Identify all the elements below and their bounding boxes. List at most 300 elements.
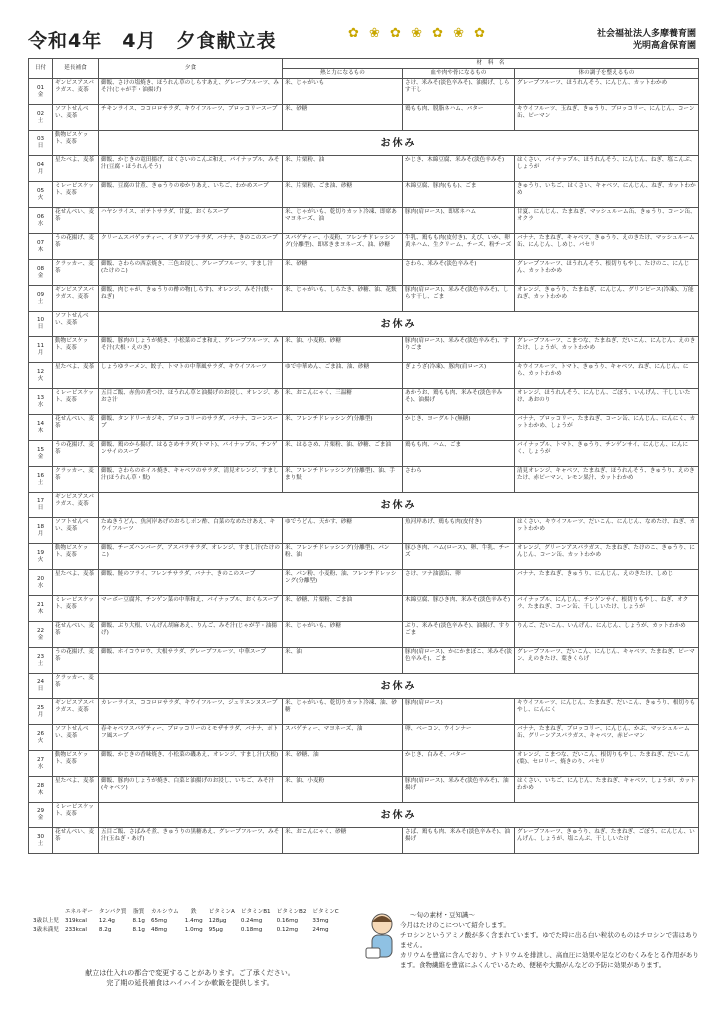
green-group-cell: パイナップル、トマト、きゅうり、チンゲンサイ、にんじん、にんにく、しょうが	[515, 441, 699, 467]
red-group-cell: 米、フレンチドレッシング(分離型)、パン粉、油	[283, 544, 403, 570]
date-cell	[29, 312, 53, 337]
snack-cell: 星たべよ、麦茶	[53, 777, 99, 803]
green-group-cell: はくさい、パイナップル、ほうれんそう、にんじん、ねぎ、塩こんぶ、しょうが	[515, 156, 699, 182]
dinner-cell: クリームスパゲッティー、イタリアンサラダ、バナナ、きのこのスープ	[99, 234, 283, 260]
weekday: 月	[37, 168, 44, 175]
yellow-group-cell: 鶏もも肉、脱脂ネハム、バター	[403, 105, 515, 131]
weekday: 月	[37, 711, 44, 718]
table-row	[29, 131, 699, 156]
date-cell	[29, 828, 53, 854]
table-row	[29, 596, 699, 622]
weekday: 水	[37, 401, 44, 408]
weekday: 火	[37, 375, 44, 382]
dinner-cell: 御飯、豆腐の甘煮、きゅうりのゆかりあえ、いちご、わかめスープ	[99, 182, 283, 208]
red-group-cell: 米、油、小麦粉	[283, 777, 403, 803]
red-group-cell: ゆでうどん、天かす、砂糖	[283, 518, 403, 544]
table-row	[29, 156, 699, 182]
table-row	[29, 777, 699, 803]
yellow-group-cell: さけ、米みそ(淡色辛みそ)、油揚げ、しらす干し	[403, 79, 515, 105]
table-row	[29, 674, 699, 699]
date-cell	[29, 389, 53, 415]
date-number: 26	[36, 730, 45, 737]
org-line2: 光明高倉保育園	[632, 41, 696, 51]
green-group-cell: はくさい、キウイフルーツ、だいこん、にんじん、なめたけ、ねぎ、カットわかめ	[515, 518, 699, 544]
snack-cell: うの花揚げ、麦茶	[53, 234, 99, 260]
green-group-cell: りんご、だいこん、いんげん、にんじん、しょうが、カットわかめ	[515, 622, 699, 648]
date-cell	[29, 518, 53, 544]
date-cell	[29, 699, 53, 725]
table-row	[29, 725, 699, 751]
weekday: 火	[37, 194, 44, 201]
table-row	[29, 208, 699, 234]
weekday: 日	[37, 143, 44, 149]
date-cell	[29, 803, 53, 828]
weekday: 火	[37, 737, 44, 744]
table-row	[29, 803, 699, 828]
snack-cell: 動物ビスケット、麦茶	[53, 544, 99, 570]
weekday: 土	[37, 298, 44, 305]
header-dinner: 夕食	[99, 59, 283, 79]
date-cell	[29, 286, 53, 312]
nutrition-value: 0.18mg	[240, 927, 263, 933]
dinner-cell: 御飯、肉じゃが、きゅうりの酢の物(しらす)、オレンジ、みそ汁(麩・ねぎ)	[99, 286, 283, 312]
dinner-cell: 五目ご飯、さばみそ煮、きゅうりの黒糖あえ、グレープフルーツ、みそ汁(玉ねぎ・あげ)	[99, 828, 283, 854]
weekday: 金	[37, 453, 44, 460]
snack-cell: ソフトせんべい、麦茶	[53, 105, 99, 131]
snack-cell: ミレービスケット、麦茶	[53, 803, 99, 828]
date-cell	[29, 725, 53, 751]
snack-cell: ミレービスケット、麦茶	[53, 182, 99, 208]
weekday: 月	[37, 530, 44, 537]
red-group-cell: 米、フレンチドレッシング(分離型)、油、手まり麩	[283, 467, 403, 493]
dinner-cell: ハヤシライス、ポテトサラダ、甘夏、おくらスープ	[99, 208, 283, 234]
dinner-cell: 春キャベツスパゲティー、ブロッコリーのミモザサラダ、バナナ、ポトフ風スープ	[99, 725, 283, 751]
nutrition-value: 0.12mg	[276, 927, 299, 933]
yellow-group-cell: さわら	[403, 467, 515, 493]
snack-cell: 星たべよ、麦茶	[53, 570, 99, 596]
table-row	[29, 622, 699, 648]
dinner-cell: 御飯、さけの塩焼き、ほうれん草のしらすあえ、グレープフルーツ、みそ汁(じゃが芋・油揚げ)	[99, 79, 283, 105]
yellow-group-cell: ぎょうざ(冷凍)、豚肉(肩ロース)	[403, 363, 515, 389]
nutrition-value: 8.1g	[132, 927, 145, 933]
red-group-cell: 米、はるさめ、片栗粉、油、砂糖、ごま油	[283, 441, 403, 467]
weekday: 土	[37, 840, 44, 847]
table-row	[29, 493, 699, 518]
date-cell	[29, 363, 53, 389]
snack-cell: うの花揚げ、麦茶	[53, 441, 99, 467]
dinner-cell: 御飯、ホイコウロウ、大根サラダ、グレープフルーツ、中華スープ	[99, 648, 283, 674]
date-number: 18	[36, 523, 45, 530]
date-number: 29	[36, 808, 45, 814]
nutrition-value: 0.24mg	[240, 918, 263, 924]
date-number: 05	[36, 187, 45, 194]
weekday: 木	[37, 427, 44, 434]
yellow-group-cell: 鶏もも肉、ハム、ごま	[403, 441, 515, 467]
snack-cell: ギンビスアスパラガス、麦茶	[53, 286, 99, 312]
green-group-cell: はくさい、いちご、にんじん、たまねぎ、キャベツ、しょうが、カットわかめ	[515, 777, 699, 803]
holiday-cell: お休み	[99, 674, 699, 699]
green-group-cell: オレンジ、ほうれんそう、にんじん、ごぼう、いんげん、干ししいたけ、あおのり	[515, 389, 699, 415]
weekday: 水	[37, 582, 44, 589]
nutrition-value: 319kcal	[64, 918, 87, 924]
snack-cell: ソフトせんべい、麦茶	[53, 725, 99, 751]
green-group-cell: オレンジ、こまつな、だいこん、根切りもやし、たまねぎ、だいこん(葉)、セロリー、焼きのり、パセリ	[515, 751, 699, 777]
flower-decoration-icon: ✿ ❀ ✿ ❀ ✿ ❀ ✿	[348, 26, 489, 41]
date-number: 02	[36, 110, 45, 117]
table-row	[29, 751, 699, 777]
notice-line1: 献立は仕入れの都合で変更することがあります。ご了承ください。	[85, 969, 295, 977]
child-illustration-icon	[360, 910, 404, 966]
header-red: 熱と力になるもの	[283, 69, 403, 79]
yellow-group-cell: 豚肉(肩ロース)、かにかまぼこ、米みそ(淡色辛みそ)、ごま	[403, 648, 515, 674]
green-group-cell: グレープフルーツ、ほうれんそう、根切りもやし、たけのこ、にんじん、カットわかめ	[515, 260, 699, 286]
date-cell	[29, 234, 53, 260]
snack-cell: 動物ビスケット、麦茶	[53, 337, 99, 363]
dinner-cell: 御飯、豚肉のしょうが焼き、白菜と油揚げのお浸し、いちご、みそ汁(キャベツ)	[99, 777, 283, 803]
nutrition-value: 24mg	[312, 927, 329, 933]
red-group-cell: 米、じゃがいも、乾切りカット冷凍、即席あマヨネーズ、油	[283, 208, 403, 234]
date-cell	[29, 622, 53, 648]
date-number: 08	[36, 265, 45, 272]
nutrition-header: カルシウム	[150, 909, 179, 915]
table-row	[29, 260, 699, 286]
nutrition-value: 33mg	[312, 918, 329, 924]
yellow-group-cell: 豚肉(肩ロース)	[403, 699, 515, 725]
date-cell	[29, 156, 53, 182]
date-number: 28	[36, 782, 45, 789]
nutrition-value: 8.2g	[98, 927, 112, 933]
date-number: 17	[36, 498, 45, 504]
date-number: 24	[36, 679, 45, 685]
date-cell	[29, 105, 53, 131]
yellow-group-cell: 豚肉(肩ロース)、米みそ(淡色辛みそ)、油揚げ	[403, 777, 515, 803]
snack-cell: ギンビスアスパラガス、麦茶	[53, 493, 99, 518]
table-row	[29, 389, 699, 415]
nutrition-value: 48mg	[150, 927, 168, 933]
table-row	[29, 182, 699, 208]
red-group-cell: スパゲティー、小麦粉、フレンチドレッシング(分離型)、即席きまヨネーズ、油、砂糖	[283, 234, 403, 260]
nutrition-corner	[30, 908, 62, 917]
date-number: 09	[36, 291, 45, 298]
date-number: 27	[36, 756, 45, 763]
date-number: 15	[36, 446, 45, 453]
dinner-cell: しょうゆラーメン、餃子、トマトの中華風サラダ、キウイフルーツ	[99, 363, 283, 389]
green-group-cell: 清見オレンジ、キャベツ、たまねぎ、ほうれんそう、きゅうり、えのきたけ、赤ピーマン、レモン果汁、カットわかめ	[515, 467, 699, 493]
green-group-cell: グレープフルーツ、だいこん、にんじん、キャベツ、たまねぎ、ピーマン、えのきたけ、葉きくらげ	[515, 648, 699, 674]
nutrition-header: エネルギー	[64, 909, 93, 915]
table-row	[29, 648, 699, 674]
red-group-cell: 米、油、小麦粉、砂糖	[283, 337, 403, 363]
weekday: 金	[37, 272, 44, 279]
dinner-cell: チキンライス、ココロロサラダ、キウイフルーツ、ブロッコリースープ	[99, 105, 283, 131]
column-line: 今月はたけのこについて紹介します。	[400, 921, 510, 929]
date-cell	[29, 648, 53, 674]
nutrition-row	[30, 926, 342, 935]
red-group-cell: 米、砂糖、油	[283, 751, 403, 777]
nutrition-summary	[30, 908, 342, 935]
red-group-cell: 米、じゃがいも、砂糖	[283, 622, 403, 648]
snack-cell: ミレービスケット、麦茶	[53, 596, 99, 622]
green-group-cell: パイナップル、にんじん、チンゲンサイ、根切りもやし、ねぎ、オクラ、たまねぎ、コーン缶、干ししいたけ、しょうが	[515, 596, 699, 622]
date-number: 22	[36, 627, 45, 634]
weekday: 金	[37, 815, 44, 821]
yellow-group-cell: 木綿豆腐、豚ひき肉、米みそ(淡色辛みそ)	[403, 596, 515, 622]
nutrition-label: 3歳未満児	[33, 927, 59, 933]
nutrition-value: 1.0mg	[184, 927, 203, 933]
date-number: 07	[36, 239, 45, 246]
nutrition-value: 95μg	[208, 927, 223, 933]
holiday-cell: お休み	[99, 493, 699, 518]
yellow-group-cell: かじき、木綿豆腐、米みそ(淡色辛みそ)	[403, 156, 515, 182]
table-row	[29, 467, 699, 493]
green-group-cell: オレンジ、グリーンアスパラガス、たまねぎ、たけのこ、きゅうり、にんじん、コーン缶、カットわかめ	[515, 544, 699, 570]
dinner-cell: 御飯、かじきの香味焼き、小松菜の磯あえ、オレンジ、すまし汁(大根)	[99, 751, 283, 777]
nutrition-header: 脂質	[133, 909, 145, 915]
weekday: 水	[37, 220, 44, 227]
date-cell	[29, 260, 53, 286]
nutrition-value: 0.16mg	[276, 918, 299, 924]
table-row	[29, 337, 699, 363]
header-snack: 延長補食	[53, 59, 99, 79]
date-number: 10	[36, 317, 45, 323]
red-group-cell: 米、砂糖	[283, 105, 403, 131]
green-group-cell: オレンジ、きゅうり、たまねぎ、にんじん、グリンピース(冷凍)、万能ねぎ、カットわかめ	[515, 286, 699, 312]
nutrition-value: 8.1g	[132, 918, 145, 924]
table-row	[29, 828, 699, 854]
date-number: 19	[36, 549, 45, 556]
date-number: 13	[36, 394, 45, 401]
red-group-cell: 米、砂糖、片栗粉、ごま油	[283, 596, 403, 622]
holiday-cell: お休み	[99, 131, 699, 156]
dinner-cell: 御飯、鮭のフライ、フレンチサラダ、バナナ、きのこのスープ	[99, 570, 283, 596]
weekday: 木	[37, 608, 44, 615]
snack-cell: ソフトせんべい、麦茶	[53, 312, 99, 337]
snack-cell: 花せんべい、麦茶	[53, 415, 99, 441]
notice	[40, 968, 340, 988]
date-cell	[29, 337, 53, 363]
snack-cell: ミレービスケット、麦茶	[53, 389, 99, 415]
red-group-cell: ゆで中華めん、ごま油、油、砂糖	[283, 363, 403, 389]
date-cell	[29, 182, 53, 208]
snack-cell: 花せんべい、麦茶	[53, 828, 99, 854]
holiday-cell: お休み	[99, 803, 699, 828]
menu-table	[28, 58, 699, 854]
nutrition-row	[30, 917, 342, 926]
date-number: 03	[36, 136, 45, 142]
org-line1: 社会福祉法人多摩養育園	[596, 29, 696, 39]
yellow-group-cell: かじき、白みそ、バター	[403, 751, 515, 777]
date-number: 06	[36, 213, 45, 220]
nutrition-value: 65mg	[150, 918, 168, 924]
table-row	[29, 415, 699, 441]
notice-line2: 完了期の延長補食はハイハインか軟飯を提供します。	[106, 979, 274, 987]
weekday: 金	[37, 91, 44, 98]
red-group-cell: 米、油	[283, 648, 403, 674]
yellow-group-cell: ぶり、米みそ(淡色辛みそ)、油揚げ、すりごま	[403, 622, 515, 648]
date-cell	[29, 570, 53, 596]
weekday: 日	[37, 686, 44, 692]
holiday-cell: お休み	[99, 312, 699, 337]
snack-cell: 星たべよ、麦茶	[53, 363, 99, 389]
weekday: 火	[37, 556, 44, 563]
red-group-cell: スパゲティー、マヨネーズ、油	[283, 725, 403, 751]
nutrition-header: 鉄	[190, 909, 197, 915]
date-cell	[29, 674, 53, 699]
yellow-group-cell: さけ、ツナ油漬缶、卵	[403, 570, 515, 596]
dinner-cell: 御飯、鶏のから揚げ、はるさめサラダ(トマト)、パイナップル、チンゲンサイのスープ	[99, 441, 283, 467]
header-date: 日付	[29, 59, 53, 79]
nutrition-header: ビタミンC	[312, 909, 339, 915]
dinner-cell: 五目ご飯、赤魚の煮つけ、ほうれん草と油揚げのお浸し、オレンジ、あおさ汁	[99, 389, 283, 415]
red-group-cell: 米、じゃがいも、乾切りカット冷凍、油、砂糖	[283, 699, 403, 725]
snack-cell: 動物ビスケット、麦茶	[53, 131, 99, 156]
snack-cell: ギンビスアスパラガス、麦茶	[53, 699, 99, 725]
date-cell	[29, 751, 53, 777]
dinner-cell: 御飯、かじきの竜田揚げ、はくさいのこんぶ和え、パイナップル、みそ汁(豆腐・ほうれんそう)	[99, 156, 283, 182]
snack-cell: ギンビスアスパラガス、麦茶	[53, 79, 99, 105]
date-cell	[29, 596, 53, 622]
column-line: チロシンというアミノ酸が多く含まれています。ゆでた時に出る白い粒状のものはチロシンで害はありません。	[400, 931, 699, 949]
date-number: 25	[36, 704, 45, 711]
page-title: 令和4年 4月 夕食献立表	[28, 30, 277, 52]
snack-cell: うの花揚げ、麦茶	[53, 648, 99, 674]
red-group-cell: 米、おこんにゃく、三温糖	[283, 389, 403, 415]
dinner-cell: 御飯、豚肉のしょうが焼き、小松菜のごま和え、グレープフルーツ、みそ汁(大根・えのき)	[99, 337, 283, 363]
date-number: 01	[36, 84, 45, 91]
date-number: 11	[36, 342, 45, 349]
yellow-group-cell: 豚ひき肉、ハム(ロース)、卵、牛乳、チーズ	[403, 544, 515, 570]
table-row	[29, 79, 699, 105]
nutrition-header: ビタミンA	[208, 909, 235, 915]
date-cell	[29, 415, 53, 441]
green-group-cell: グレープフルーツ、ほうれんそう、にんじん、カットわかめ	[515, 79, 699, 105]
nutrition-header: タンパク質	[98, 909, 127, 915]
nutrition-header: ビタミンB2	[276, 909, 307, 915]
yellow-group-cell: さわら、米みそ(淡色辛みそ)	[403, 260, 515, 286]
table-row	[29, 363, 699, 389]
green-group-cell: バナナ、ブロッコリー、たまねぎ、コーン缶、にんじん、にんにく、カットわかめ、しょうが	[515, 415, 699, 441]
table-row	[29, 234, 699, 260]
dinner-cell: 御飯、タンドリーカジキ、ブロッコリーのサラダ、バナナ、コーンスープ	[99, 415, 283, 441]
green-group-cell: バナナ、たまねぎ、ブロッコリー、にんじん、かぶ、マッシュルーム缶、グリーンアスパラガス、キャベツ、赤ピーマン	[515, 725, 699, 751]
snack-cell: 花せんべい、麦茶	[53, 208, 99, 234]
date-cell	[29, 544, 53, 570]
green-group-cell: グレープフルーツ、きゅうり、ねぎ、たまねぎ、ごぼう、にんじん、いんげん、しょうが、塩こんぶ、干ししいたけ	[515, 828, 699, 854]
nutrition-value: 233kcal	[64, 927, 87, 933]
red-group-cell: 米、片栗粉、ごま油、砂糖	[283, 182, 403, 208]
date-cell	[29, 467, 53, 493]
snack-cell: クラッカー、麦茶	[53, 467, 99, 493]
weekday: 土	[37, 117, 44, 124]
nutrition-value: 12.4g	[98, 918, 115, 924]
dinner-cell: 御飯、ぶり大根、いんげん胡麻あえ、りんご、みそ汁(じゃが芋・油揚げ)	[99, 622, 283, 648]
dinner-cell: マーボー豆腐丼、チンゲン菜の中華和え、パイナップル、おくらスープ	[99, 596, 283, 622]
dinner-cell: たぬきうどん、魚河岸あげのおろしポン酢、白菜のなめたけあえ、キウイフルーツ	[99, 518, 283, 544]
red-group-cell: 米、片栗粉、油	[283, 156, 403, 182]
yellow-group-cell: 豚肉(肩ロース)、米みそ(淡色辛みそ)、すりごま	[403, 337, 515, 363]
weekday: 木	[37, 246, 44, 253]
header-yellow: 血や肉や骨になるもの	[403, 69, 515, 79]
date-number: 21	[36, 601, 45, 608]
weekday: 水	[37, 763, 44, 770]
header-ingredients: 材 料 名	[283, 59, 699, 69]
nutrition-header: ビタミンB1	[240, 909, 271, 915]
green-group-cell: キウイフルーツ、にんじん、たまねぎ、だいこん、きゅうり、根切りもやし、にんにく	[515, 699, 699, 725]
weekday: 日	[37, 324, 44, 330]
yellow-group-cell: 魚河岸あげ、鶏もも肉(皮付き)	[403, 518, 515, 544]
red-group-cell: 米、おこんにゃく、砂糖	[283, 828, 403, 854]
yellow-group-cell: 豚肉(肩ロース)、米みそ(淡色辛みそ)、しらす干し、ごま	[403, 286, 515, 312]
date-cell	[29, 493, 53, 518]
snack-cell: ソフトせんべい、麦茶	[53, 518, 99, 544]
red-group-cell: 米、じゃがいも、しらたき、砂糖、油、花麩	[283, 286, 403, 312]
weekday: 日	[37, 505, 44, 511]
date-cell	[29, 441, 53, 467]
red-group-cell: 米、パン粉、小麦粉、油、フレンチドレッシング(分離型)	[283, 570, 403, 596]
yellow-group-cell: 豚肉(肩ロース)、即席ネハム	[403, 208, 515, 234]
date-number: 12	[36, 368, 45, 375]
date-number: 23	[36, 653, 45, 660]
date-number: 16	[36, 472, 45, 479]
table-row	[29, 570, 699, 596]
nutrition-label: 3歳以上児	[33, 918, 59, 924]
date-cell	[29, 79, 53, 105]
table-row	[29, 544, 699, 570]
nutrition-value: 1.4mg	[184, 918, 203, 924]
snack-cell: クラッカー、麦茶	[53, 674, 99, 699]
yellow-group-cell: あかうお、鶏もも肉、米みそ(淡色辛みそ)、油揚げ	[403, 389, 515, 415]
table-row	[29, 441, 699, 467]
column-line: カリウムを豊富に含んでおり、ナトリウムを排泄し、高血圧に効果や足などのむくみをとる作用があります。食物繊維を豊富にふくんでいるため、便秘や大腸がんなどの予防に効果があります。	[400, 951, 699, 969]
weekday: 月	[37, 349, 44, 356]
yellow-group-cell: かじき、ヨーグルト(無糖)	[403, 415, 515, 441]
green-group-cell: バナナ、たまねぎ、きゅうり、にんじん、えのきたけ、しめじ	[515, 570, 699, 596]
date-number: 14	[36, 420, 45, 427]
snack-cell: 星たべよ、麦茶	[53, 156, 99, 182]
date-number: 30	[36, 833, 45, 840]
nutrition-value: 128μg	[208, 918, 227, 924]
seasonal-column	[400, 910, 700, 970]
date-cell	[29, 208, 53, 234]
date-number: 20	[36, 575, 45, 582]
green-group-cell: 甘夏、にんじん、たまねぎ、マッシュルーム缶、きゅうり、コーン缶、オクラ	[515, 208, 699, 234]
green-group-cell: キウイフルーツ、トマト、きゅうり、キャベツ、ねぎ、にんじん、にら、カットわかめ	[515, 363, 699, 389]
yellow-group-cell: さば、鶏もも肉、米みそ(淡色辛みそ)、油揚げ	[403, 828, 515, 854]
date-cell	[29, 131, 53, 156]
date-cell	[29, 777, 53, 803]
column-title: ～旬の素材・豆知識～	[410, 911, 475, 919]
table-row	[29, 105, 699, 131]
dinner-cell: 御飯、チーズハンバーグ、アスパラサラダ、オレンジ、すまし汁(たけのこ)	[99, 544, 283, 570]
table-row	[29, 699, 699, 725]
table-row	[29, 286, 699, 312]
dinner-cell: 御飯、さわらの西京焼き、三色お浸し、グレープフルーツ、すまし汁(たけのこ)	[99, 260, 283, 286]
red-group-cell: 米、フレンチドレッシング(分離型)	[283, 415, 403, 441]
yellow-group-cell: 牛乳、鶏もも肉(皮付き)、えび、いか、卵黄ネハム、生クリーム、チーズ、粉チーズ	[403, 234, 515, 260]
snack-cell: 動物ビスケット、麦茶	[53, 751, 99, 777]
weekday: 土	[37, 479, 44, 486]
green-group-cell: グレープフルーツ、こまつな、たまねぎ、だいこん、にんじん、えのきたけ、しょうが、カットわかめ	[515, 337, 699, 363]
date-number: 04	[36, 161, 45, 168]
table-row	[29, 312, 699, 337]
yellow-group-cell: 卵、ベーコン、ウインナー	[403, 725, 515, 751]
green-group-cell: キウイフルーツ、玉ねぎ、きゅうり、ブロッコリー、にんじん、コーン缶、ピーマン	[515, 105, 699, 131]
green-group-cell: バナナ、たまねぎ、キャベツ、きゅうり、えのきたけ、マッシュルーム缶、にんじん、しめじ、パセリ	[515, 234, 699, 260]
yellow-group-cell: 木綿豆腐、豚肉(もも)、ごま	[403, 182, 515, 208]
header-green: 体の調子を整えるもの	[515, 69, 699, 79]
weekday: 金	[37, 634, 44, 641]
green-group-cell: きゅうり、いちご、はくさい、キャベツ、にんじん、ねぎ、カットわかめ	[515, 182, 699, 208]
